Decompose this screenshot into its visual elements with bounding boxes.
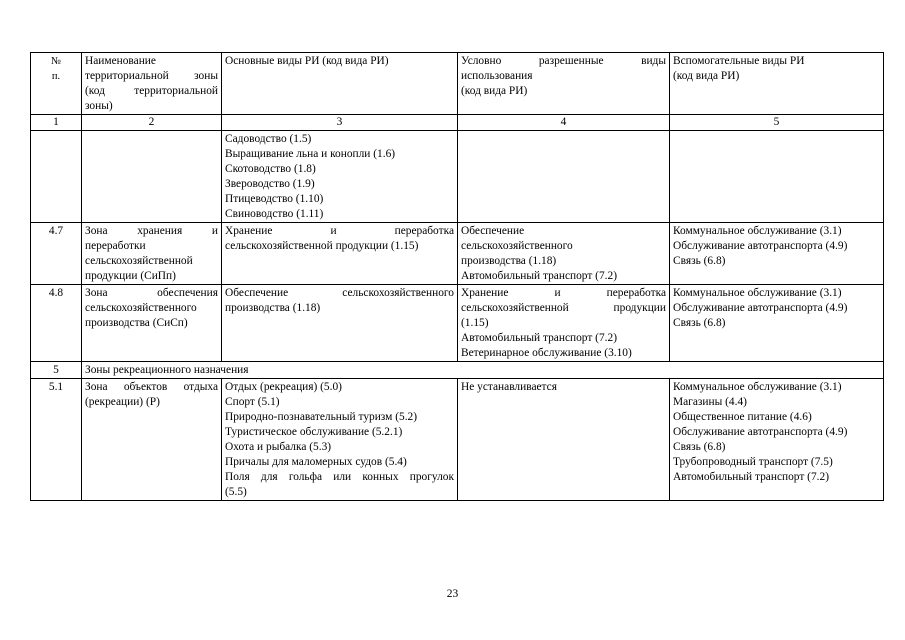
section-5-row <box>31 362 884 379</box>
continuation-conditional-cell <box>458 131 670 223</box>
use-type: Хранение и переработка <box>225 225 454 237</box>
use-type: Птицеводство (1.10) <box>225 193 324 205</box>
use-type: (5.5) <box>225 486 247 498</box>
use-type: Ветеринарное обслуживание (3.10) <box>461 347 632 359</box>
header-conditional-line: (код вида РИ) <box>461 85 528 97</box>
zone-name-cell <box>82 223 222 285</box>
auxiliary-uses-cell <box>670 379 884 501</box>
main-uses-cell <box>222 285 458 362</box>
use-type: Природно-познавательный туризм (5.2) <box>225 411 418 423</box>
header-auxiliary-line: (код вида РИ) <box>673 70 740 82</box>
main-uses-cell <box>222 379 458 501</box>
zone-name-cell <box>82 379 222 501</box>
continuation-auxiliary-cell <box>670 131 884 223</box>
header-main-label: Основные виды РИ (код вида РИ) <box>225 55 389 67</box>
zone-name-line: сельскохозяйственного <box>85 302 197 314</box>
header-zone-line: (код территориальной <box>85 85 218 97</box>
zone-name-line: Зона объектов отдыха <box>85 381 218 393</box>
conditional-uses-cell <box>458 223 670 285</box>
continuation-num-cell <box>31 131 82 223</box>
header-main-cell <box>222 53 458 115</box>
use-type: Коммунальное обслуживание (3.1) <box>673 381 842 393</box>
use-type: Коммунальное обслуживание (3.1) <box>673 287 842 299</box>
column-number: 2 <box>82 115 222 131</box>
page-number: 23 <box>446 588 459 600</box>
header-num-line: п. <box>51 71 61 82</box>
use-type: Спорт (5.1) <box>225 396 280 408</box>
use-type: сельскохозяйственной продукции <box>461 302 666 314</box>
zone-name-line: производства (СиСп) <box>85 317 188 329</box>
header-conditional-cell <box>458 53 670 115</box>
row-4-8 <box>31 285 884 362</box>
conditional-uses-cell <box>458 285 670 362</box>
column-number: 1 <box>31 115 82 131</box>
row-number: 4.7 <box>31 223 82 285</box>
zone-name-line: Зона хранения и <box>85 225 218 237</box>
use-type: сельскохозяйственной продукции (1.15) <box>225 240 419 252</box>
use-type: Обеспечение сельскохозяйственного <box>225 287 454 299</box>
zone-name-line: переработки <box>85 240 146 252</box>
column-number: 4 <box>458 115 670 131</box>
use-type: Коммунальное обслуживание (3.1) <box>673 225 842 237</box>
row-number: 5 <box>31 362 82 379</box>
use-type: Общественное питание (4.6) <box>673 411 812 423</box>
section-title: Зоны рекреационного назначения <box>82 362 884 379</box>
row-4-7 <box>31 223 884 285</box>
use-type: Туристическое обслуживание (5.2.1) <box>225 426 403 438</box>
use-type: Связь (6.8) <box>673 255 726 267</box>
header-auxiliary-line: Вспомогательные виды РИ <box>673 55 805 67</box>
row-5-1 <box>31 379 884 501</box>
row-number: 4.8 <box>31 285 82 362</box>
column-numbers-row <box>31 115 884 131</box>
use-type: Автомобильный транспорт (7.2) <box>461 332 617 344</box>
use-type: Трубопроводный транспорт (7.5) <box>673 456 833 468</box>
use-type: Поля для гольфа или конных прогулок <box>225 471 454 483</box>
header-conditional-line: Условно разрешенные виды <box>461 55 666 67</box>
use-type: Причалы для маломерных судов (5.4) <box>225 456 407 468</box>
use-type: сельскохозяйственного <box>461 240 573 252</box>
use-type: Обслуживание автотранспорта (4.9) <box>673 302 848 314</box>
zone-name-cell <box>82 285 222 362</box>
continuation-row <box>31 131 884 223</box>
header-zone-line: территориальной зоны <box>85 70 218 82</box>
use-type: Связь (6.8) <box>673 317 726 329</box>
use-type: Свиноводство (1.11) <box>225 208 324 220</box>
column-number: 5 <box>670 115 884 131</box>
use-type: Скотоводство (1.8) <box>225 163 316 175</box>
zone-name-line: (рекреации) (Р) <box>85 396 160 408</box>
use-type: Отдых (рекреация) (5.0) <box>225 381 342 393</box>
use-type: Автомобильный транспорт (7.2) <box>461 270 617 282</box>
use-type: Обслуживание автотранспорта (4.9) <box>673 426 848 438</box>
land-use-table <box>30 52 884 501</box>
header-row <box>31 53 884 115</box>
header-num-line: № <box>50 56 62 67</box>
use-type: Связь (6.8) <box>673 441 726 453</box>
auxiliary-uses-cell <box>670 285 884 362</box>
use-type: Звероводство (1.9) <box>225 178 315 190</box>
zone-name-line: продукции (СиПп) <box>85 270 176 282</box>
main-uses-cell <box>222 223 458 285</box>
use-type: Выращивание льна и конопли (1.6) <box>225 148 396 160</box>
conditional-uses-cell <box>458 379 670 501</box>
header-zone-line: Наименование <box>85 55 156 67</box>
use-type: производства (1.18) <box>225 302 321 314</box>
continuation-main-cell <box>222 131 458 223</box>
continuation-zone-cell <box>82 131 222 223</box>
zone-name-line: Зона обеспечения <box>85 287 218 299</box>
header-zone-cell <box>82 53 222 115</box>
auxiliary-uses-cell <box>670 223 884 285</box>
header-auxiliary-cell <box>670 53 884 115</box>
use-type: (1.15) <box>461 317 489 329</box>
header-num-cell <box>31 53 82 115</box>
use-type: производства (1.18) <box>461 255 557 267</box>
use-type: Обслуживание автотранспорта (4.9) <box>673 240 848 252</box>
header-zone-line: зоны) <box>85 100 113 112</box>
use-type: Не устанавливается <box>461 381 557 393</box>
row-number: 5.1 <box>31 379 82 501</box>
use-type: Автомобильный транспорт (7.2) <box>673 471 829 483</box>
use-type: Обеспечение <box>461 225 525 237</box>
use-type: Садоводство (1.5) <box>225 133 312 145</box>
use-type: Охота и рыбалка (5.3) <box>225 441 332 453</box>
header-conditional-line: использования <box>461 70 533 82</box>
use-type: Хранение и переработка <box>461 287 666 299</box>
column-number: 3 <box>222 115 458 131</box>
zone-name-line: сельскохозяйственной <box>85 255 193 267</box>
use-type: Магазины (4.4) <box>673 396 747 408</box>
